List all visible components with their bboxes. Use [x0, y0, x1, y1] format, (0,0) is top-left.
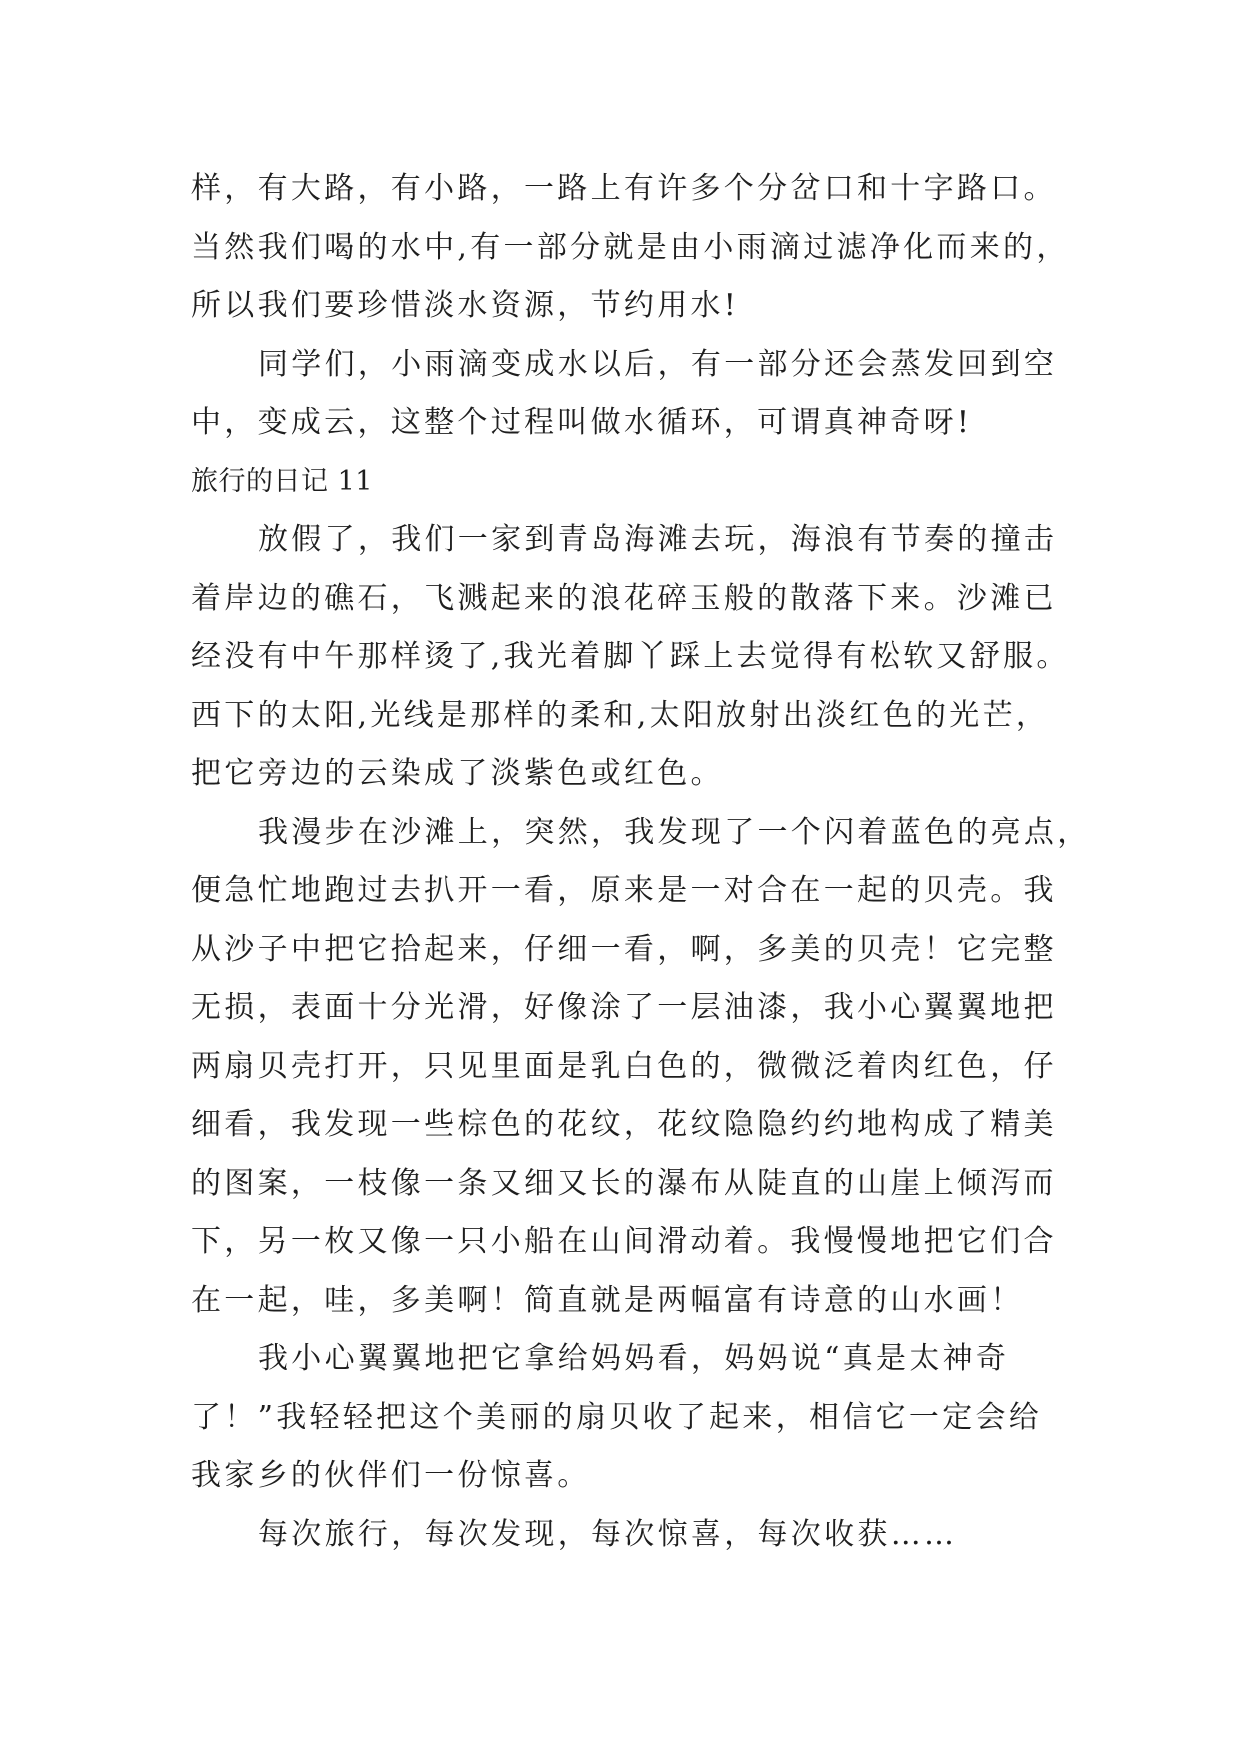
text-line: 细看，我发现一些棕色的花纹，花纹隐隐约约地构成了精美 [191, 1107, 1057, 1142]
text-line: 每次旅行，每次发现，每次惊喜，每次收获…… [258, 1516, 958, 1552]
text-line: 着岸边的礁石，飞溅起来的浪花碎玉般的散落下来。沙滩已 [191, 580, 1057, 616]
text-line: 我家乡的伙伴们一份惊喜。 [191, 1458, 591, 1493]
entry-title: 旅行的日记 11 [191, 465, 373, 497]
text-line: 两扇贝壳打开，只见里面是乳白色的，微微泛着肉红色，仔 [191, 1048, 1057, 1084]
paragraph [191, 804, 1131, 1331]
text-line: 在一起，哇，多美啊！简直就是两幅富有诗意的山水画！ [191, 1282, 1024, 1318]
text-line: 样，有大路，有小路，一路上有许多个分岔口和十字路口。 [191, 171, 1057, 206]
text-line: 放假了，我们一家到青岛海滩去玩，海浪有节奏的撞击 [258, 522, 1058, 557]
text-line: 把它旁边的云染成了淡紫色或红色。 [191, 756, 724, 791]
paragraph [191, 160, 1131, 336]
text-line: 所以我们要珍惜淡水资源，节约用水! [191, 288, 740, 323]
paragraph [191, 336, 1131, 453]
paragraph [191, 1330, 1131, 1506]
paragraph [191, 511, 1131, 804]
text-line: 经没有中午那样烫了,我光着脚丫踩上去觉得有松软又舒服。 [191, 639, 1070, 674]
document-body [191, 160, 1131, 1564]
text-line: 了！”我轻轻把这个美丽的扇贝收了起来，相信它一定会给 [191, 1399, 1043, 1435]
text-line: 便急忙地跑过去扒开一看，原来是一对合在一起的贝壳。我 [191, 873, 1057, 908]
text-line: 无损，表面十分光滑，好像涂了一层油漆，我小心翼翼地把 [191, 990, 1057, 1025]
text-line: 当然我们喝的水中,有一部分就是由小雨滴过滤净化而来的， [191, 229, 1070, 265]
text-line: 西下的太阳,光线是那样的柔和,太阳放射出淡红色的光芒， [191, 697, 1050, 733]
text-line: 的图案，一枝像一条又细又长的瀑布从陡直的山崖上倾泻而 [191, 1165, 1057, 1201]
text-line: 中，变成云，这整个过程叫做水循环，可谓真神奇呀! [191, 405, 973, 440]
paragraph [191, 1506, 1131, 1565]
diary-entry [191, 453, 1131, 1565]
text-line: 下，另一枚又像一只小船在山间滑动着。我慢慢地把它们合 [191, 1224, 1057, 1259]
text-line: 从沙子中把它拾起来，仔细一看，啊，多美的贝壳！它完整 [191, 931, 1057, 967]
previous-entry-continuation [191, 160, 1131, 453]
text-line: 我小心翼翼地把它拿给妈妈看，妈妈说“真是太神奇 [258, 1341, 1010, 1376]
text-line: 我漫步在沙滩上，突然，我发现了一个闪着蓝色的亮点， [258, 814, 1091, 850]
text-line: 同学们，小雨滴变成水以后，有一部分还会蒸发回到空 [258, 346, 1058, 382]
